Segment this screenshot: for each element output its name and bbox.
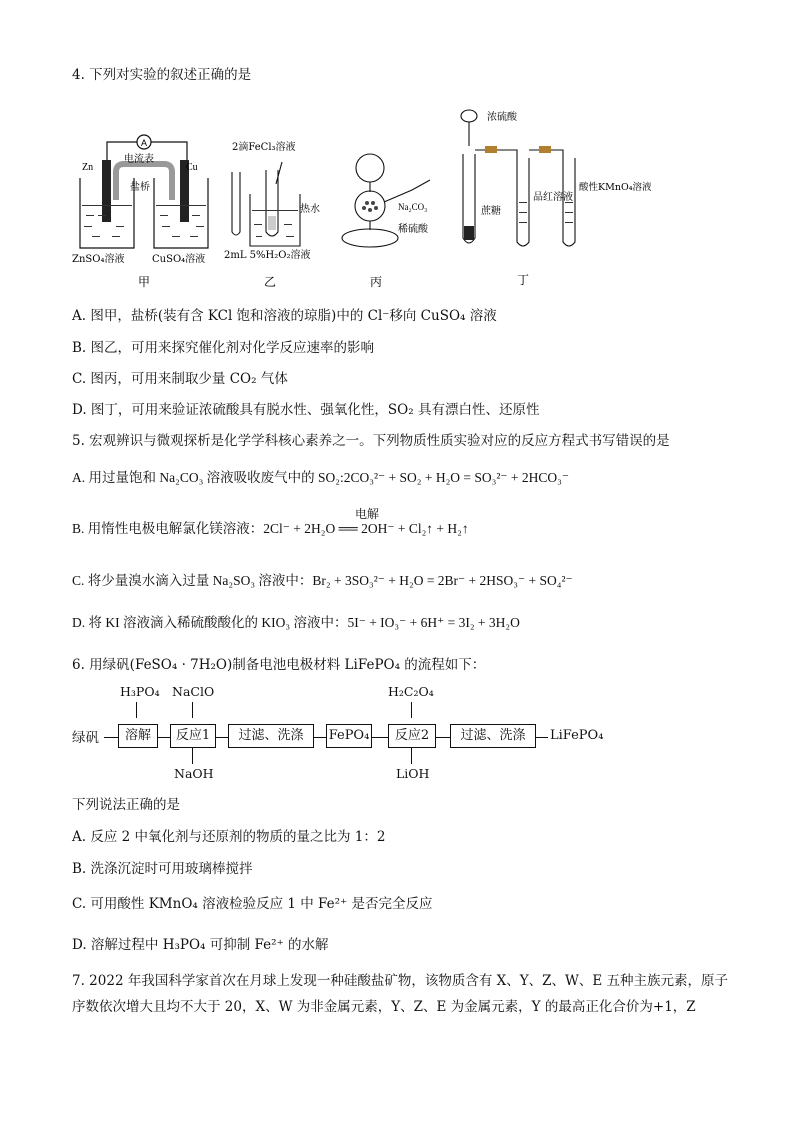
step-reaction2: 反应2 [388, 724, 436, 748]
flow-start: 绿矾 [72, 730, 99, 746]
q4-option-c: C. 图丙，可用来制取少量 CO₂ 气体 [72, 371, 288, 387]
q7-text: 7. 2022 年我国科学家首次在月球上发现一种硅酸盐矿物，该物质含有 X、Y、Z、W、E 五种主族元素，原子序数依次增大且均不大于 20，X、W 为非金属元素，Y、Z、E 为金属元素，Y 的最高正化合价为+1，Z [72, 973, 729, 1015]
q4-option-b: B. 图乙，可用来探究催化剂对化学反应速率的影响 [72, 340, 375, 356]
step-filter-wash-2: 过滤、洗涤 [450, 724, 536, 748]
flow-end: LiFePO₄ [550, 728, 604, 743]
caption-ding: 丁 [517, 273, 530, 287]
step-filter-wash-1: 过滤、洗涤 [228, 724, 314, 748]
input-naclo: NaClO [172, 684, 215, 699]
ammeter-symbol: A [140, 138, 148, 148]
q6-option-c: C. 可用酸性 KMnO₄ 溶液检验反应 1 中 Fe²⁺ 是否完全反应 [72, 896, 433, 912]
figure-ding [455, 98, 652, 288]
step-reaction1: 反应1 [170, 724, 216, 748]
q6-option-b: B. 洗涤沉淀时可用玻璃棒搅拌 [72, 861, 253, 877]
q5-option-c: C. 将少量溴水滴入过量 Na₂SO₃ 溶液中：Br₂ + 3SO₃²⁻ + H₂O = 2Br⁻ + 2HSO₃⁻ + SO₄²⁻ [72, 573, 573, 588]
q5-stem: 5. 宏观辨识与微观探析是化学学科核心素养之一。下列物质性质实验对应的反应方程式书写错误的是 [72, 433, 670, 449]
svg-text:浓硫酸: 浓硫酸 [487, 112, 517, 123]
q6-stem: 6. 用绿矾(FeSO₄ · 7H₂O)制备电池电极材料 LiFePO₄ 的流程如下： [72, 657, 486, 673]
caption-bing: 丙 [370, 275, 383, 289]
step-fepo4: FePO₄ [326, 724, 372, 748]
q4-option-a: A. 图甲，盐桥(装有含 KCl 饱和溶液的琼脂)中的 Cl⁻移向 CuSO₄ 溶液 [72, 308, 497, 324]
q4-stem: 4. 下列对实验的叙述正确的是 [72, 67, 252, 83]
svg-text:盐桥: 盐桥 [130, 182, 150, 193]
figure-jia [72, 130, 222, 290]
caption-yi: 乙 [264, 275, 277, 289]
q6-option-d: D. 溶解过程中 H₃PO₄ 可抑制 Fe²⁺ 的水解 [72, 937, 329, 953]
svg-text:CuSO₄溶液: CuSO₄溶液 [152, 254, 206, 265]
svg-text:Zn: Zn [82, 162, 94, 173]
svg-text:蔗糖: 蔗糖 [481, 206, 501, 217]
caption-jia: 甲 [138, 275, 151, 289]
svg-text:热水: 热水 [300, 204, 320, 215]
q6-lead: 下列说法正确的是 [72, 797, 180, 813]
svg-text:2滴FeCl₃溶液: 2滴FeCl₃溶液 [232, 142, 296, 153]
svg-text:品红溶液: 品红溶液 [533, 192, 573, 203]
step-dissolve: 溶解 [118, 724, 158, 748]
electrolysis-label: 电解 [355, 507, 380, 521]
figure-yi [222, 136, 337, 290]
input-lioh: LiOH [396, 766, 430, 781]
q5-option-b: B. 用惰性电极电解氯化镁溶液：2Cl⁻ + 2H₂O ══ 2OH⁻ + Cl₂↑ + H₂↑ [72, 521, 469, 536]
q4-option-d: D. 图丁，可用来验证浓硫酸具有脱水性、强氧化性，SO₂ 具有漂白性、还原性 [72, 402, 540, 418]
q5-option-a: A. 用过量饱和 Na₂CO₃ 溶液吸收废气中的 SO₂:2CO₃²⁻ + SO₂ + H₂O = SO₃²⁻ + 2HCO₃⁻ [72, 470, 569, 485]
svg-text:Cu: Cu [186, 162, 198, 173]
q6-option-a: A. 反应 2 中氧化剂与还原剂的物质的量之比为 1：2 [72, 829, 386, 845]
q5-option-d: D. 将 KI 溶液滴入稀硫酸酸化的 KIO₃ 溶液中：5I⁻ + IO₃⁻ + 6H⁺ = 3I₂ + 3H₂O [72, 615, 520, 630]
svg-text:酸性KMnO₄溶液: 酸性KMnO₄溶液 [579, 182, 652, 193]
svg-text:稀硫酸: 稀硫酸 [398, 224, 428, 235]
input-h3po4: H₃PO₄ [120, 684, 160, 699]
input-h2c2o4: H₂C₂O₄ [388, 684, 434, 699]
svg-text:ZnSO₄溶液: ZnSO₄溶液 [72, 254, 125, 265]
figure-bing [340, 150, 460, 290]
svg-text:电流表: 电流表 [124, 154, 154, 165]
process-flow [72, 684, 672, 784]
svg-text:Na₂CO₃: Na₂CO₃ [398, 202, 428, 212]
svg-text:2mL 5%H₂O₂溶液: 2mL 5%H₂O₂溶液 [224, 250, 311, 261]
input-naoh: NaOH [174, 766, 214, 781]
